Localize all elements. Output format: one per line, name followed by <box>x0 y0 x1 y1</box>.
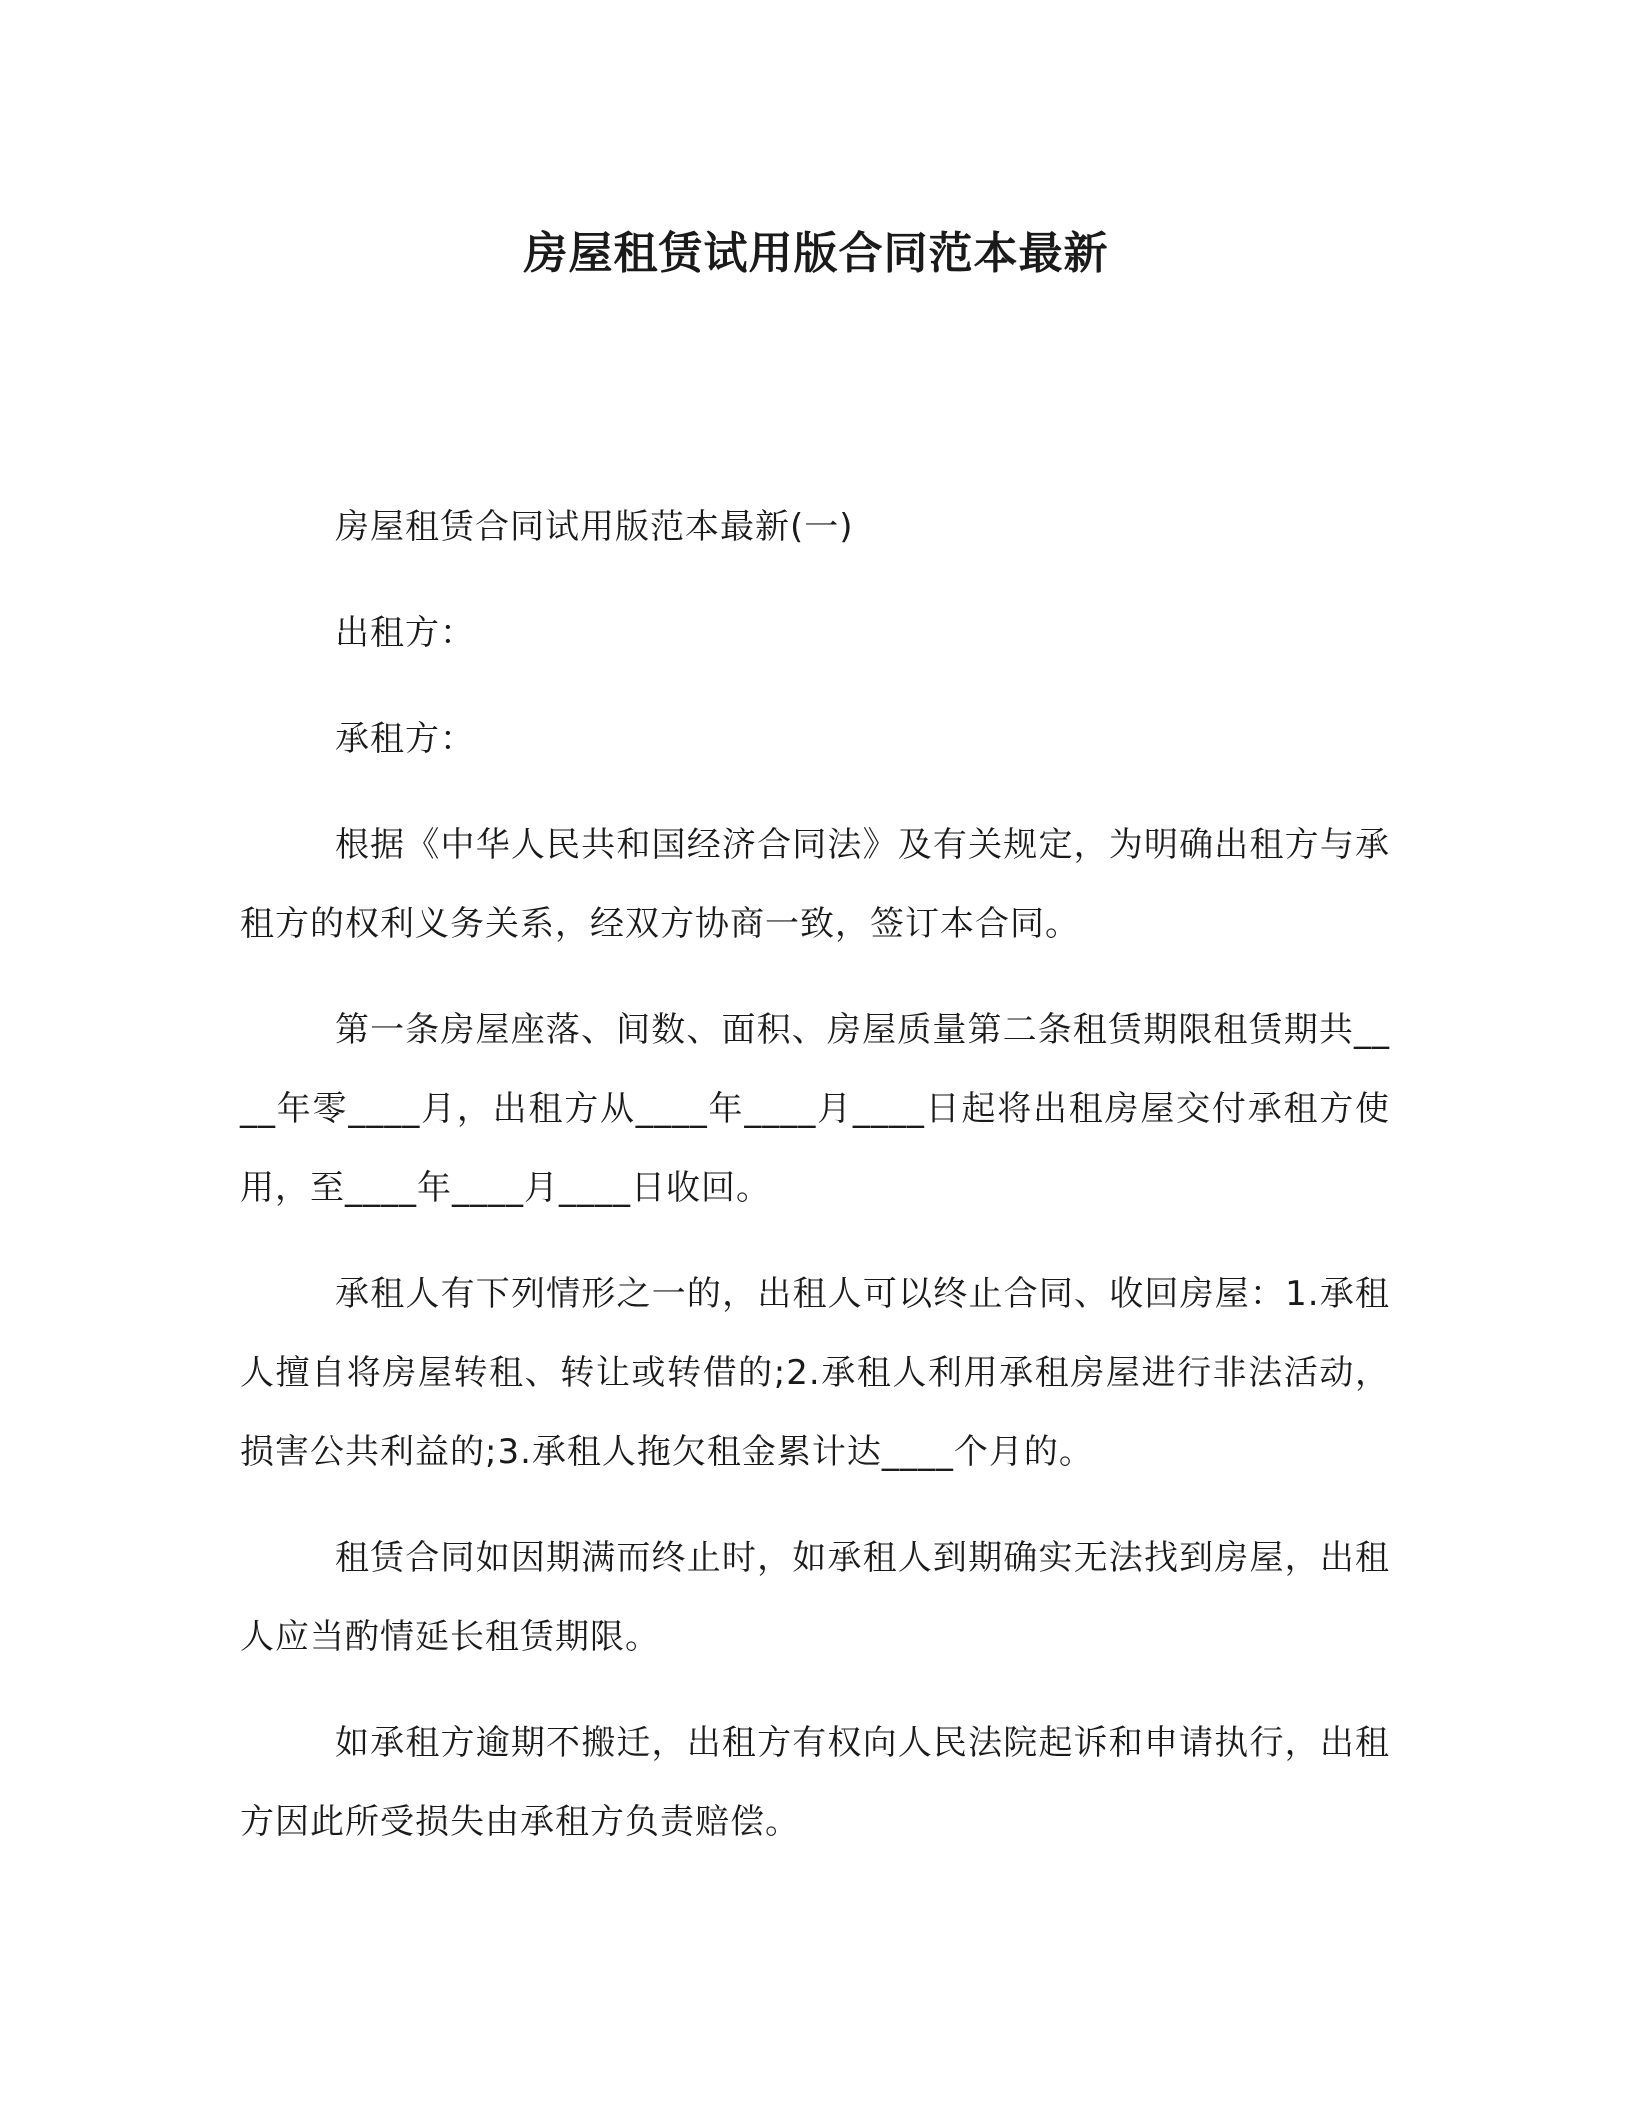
lessor-line: 出租方： <box>335 613 475 653</box>
overdue-paragraph: 如承租方逾期不搬迁，出租方有权向人民法院起诉和申请执行，出租方因此所受损失由承租方负责赔偿。 <box>240 1723 1390 1842</box>
lessee-line: 承租方： <box>335 719 475 759</box>
preamble-paragraph: 根据《中华人民共和国经济合同法》及有关规定，为明确出租方与承租方的权利义务关系，经双方协商一致，签订本合同。 <box>240 825 1390 944</box>
expiry-paragraph: 租赁合同如因期满而终止时，如承租人到期确实无法找到房屋，出租人应当酌情延长租赁期限。 <box>240 1538 1390 1657</box>
article-1-2-paragraph: 第一条房屋座落、间数、面积、房屋质量第二条租赁期限租赁期共____年零____月，出租方从____年____月____日起将出租房屋交付承租方使用，至____年____月____日收回。 <box>240 1010 1390 1208</box>
document-title: 房屋租赁试用版合同范本最新 <box>523 228 1109 279</box>
document-body <box>240 488 1390 1889</box>
termination-paragraph: 承租人有下列情形之一的，出租人可以终止合同、收回房屋：1.承租人擅自将房屋转租、转让或转借的;2.承租人利用承租房屋进行非法活动，损害公共利益的;3.承租人拖欠租金累计达____个月的。 <box>240 1274 1390 1472</box>
subtitle-paragraph: 房屋租赁合同试用版范本最新(一) <box>335 507 854 547</box>
